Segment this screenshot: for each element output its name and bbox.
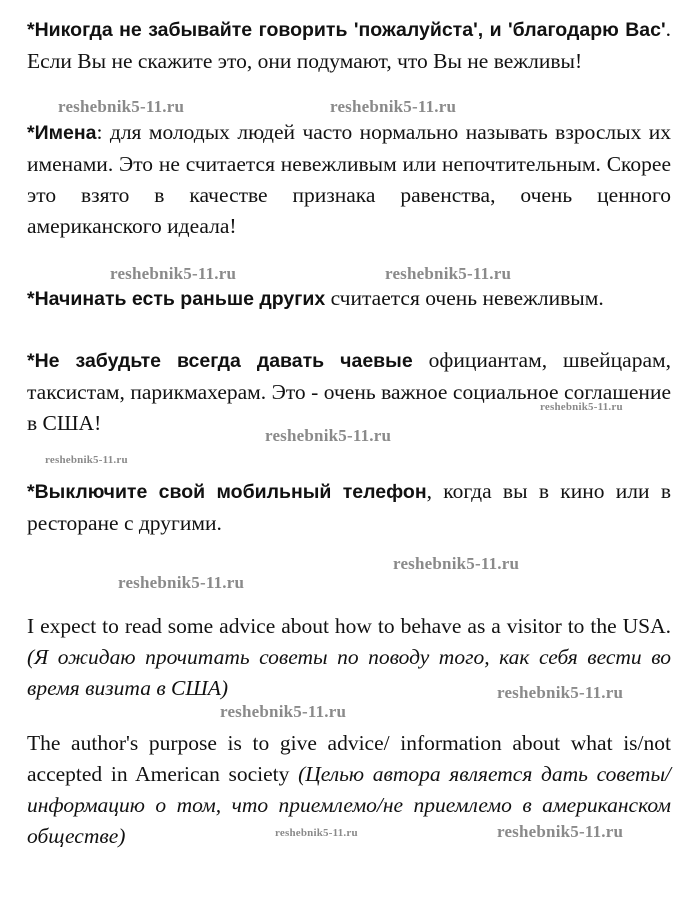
paragraph-bold: *Имена: [27, 122, 97, 144]
watermark: reshebnik5-11.ru: [110, 264, 237, 283]
watermark: reshebnik5-11.ru: [275, 827, 358, 839]
watermark: reshebnik5-11.ru: [58, 97, 185, 116]
paragraph-phone: [27, 476, 671, 539]
paragraph-please-thank-you: [27, 14, 671, 77]
watermark: reshebnik5-11.ru: [220, 702, 347, 721]
paragraph-bold: *Не забудьте всегда давать чаевые: [27, 350, 413, 372]
watermark: reshebnik5-11.ru: [393, 554, 520, 573]
watermark: reshebnik5-11.ru: [497, 822, 624, 841]
paragraph-text: : для молодых людей часто нормально называть взрослых их именами. Это не считается невежливым или непочтительным. Скорее это взято в качестве признака равенства, очень ценного американского идеала!: [27, 120, 671, 238]
paragraph-text: считается очень невежливым.: [325, 286, 604, 310]
paragraph-start-eating: [27, 283, 671, 315]
paragraph-names: [27, 117, 671, 242]
watermark: reshebnik5-11.ru: [265, 426, 392, 445]
watermark: reshebnik5-11.ru: [118, 573, 245, 592]
watermark: reshebnik5-11.ru: [385, 264, 512, 283]
paragraph-bold: *Начинать есть раньше других: [27, 288, 326, 310]
paragraph-text: . Если Вы не скажите это, они подумают, что Вы не вежливы!: [27, 17, 671, 73]
paragraph-bold: *Никогда не забывайте говорить 'пожалуйста', и 'благодарю Вас': [27, 19, 666, 41]
paragraph-bold: *Выключите свой мобильный телефон: [27, 481, 427, 503]
watermark: reshebnik5-11.ru: [540, 401, 623, 413]
paragraph-translation: (Я ожидаю прочитать советы по поводу того, как себя вести во время визита в США): [27, 645, 671, 700]
paragraph-text: официантам, швейцарам, таксистам, парикмахерам. Это - очень важное социальное соглашение в США!: [27, 348, 671, 435]
paragraph-text: I expect to read some advice about how to behave as a visitor to the USA.: [27, 614, 671, 638]
paragraph-text: , когда вы в кино или в ресторане с другими.: [27, 479, 671, 535]
watermark: reshebnik5-11.ru: [497, 683, 624, 702]
paragraph-tips: [27, 345, 671, 439]
paragraph-translation: (Целью автора является дать советы/информацию о том, что приемлемо/не приемлемо в американском обществе): [27, 762, 671, 848]
watermark: reshebnik5-11.ru: [330, 97, 457, 116]
watermark: reshebnik5-11.ru: [45, 454, 128, 466]
paragraph-text: The author's purpose is to give advice/ information about what is/not accepted in American society: [27, 731, 671, 786]
